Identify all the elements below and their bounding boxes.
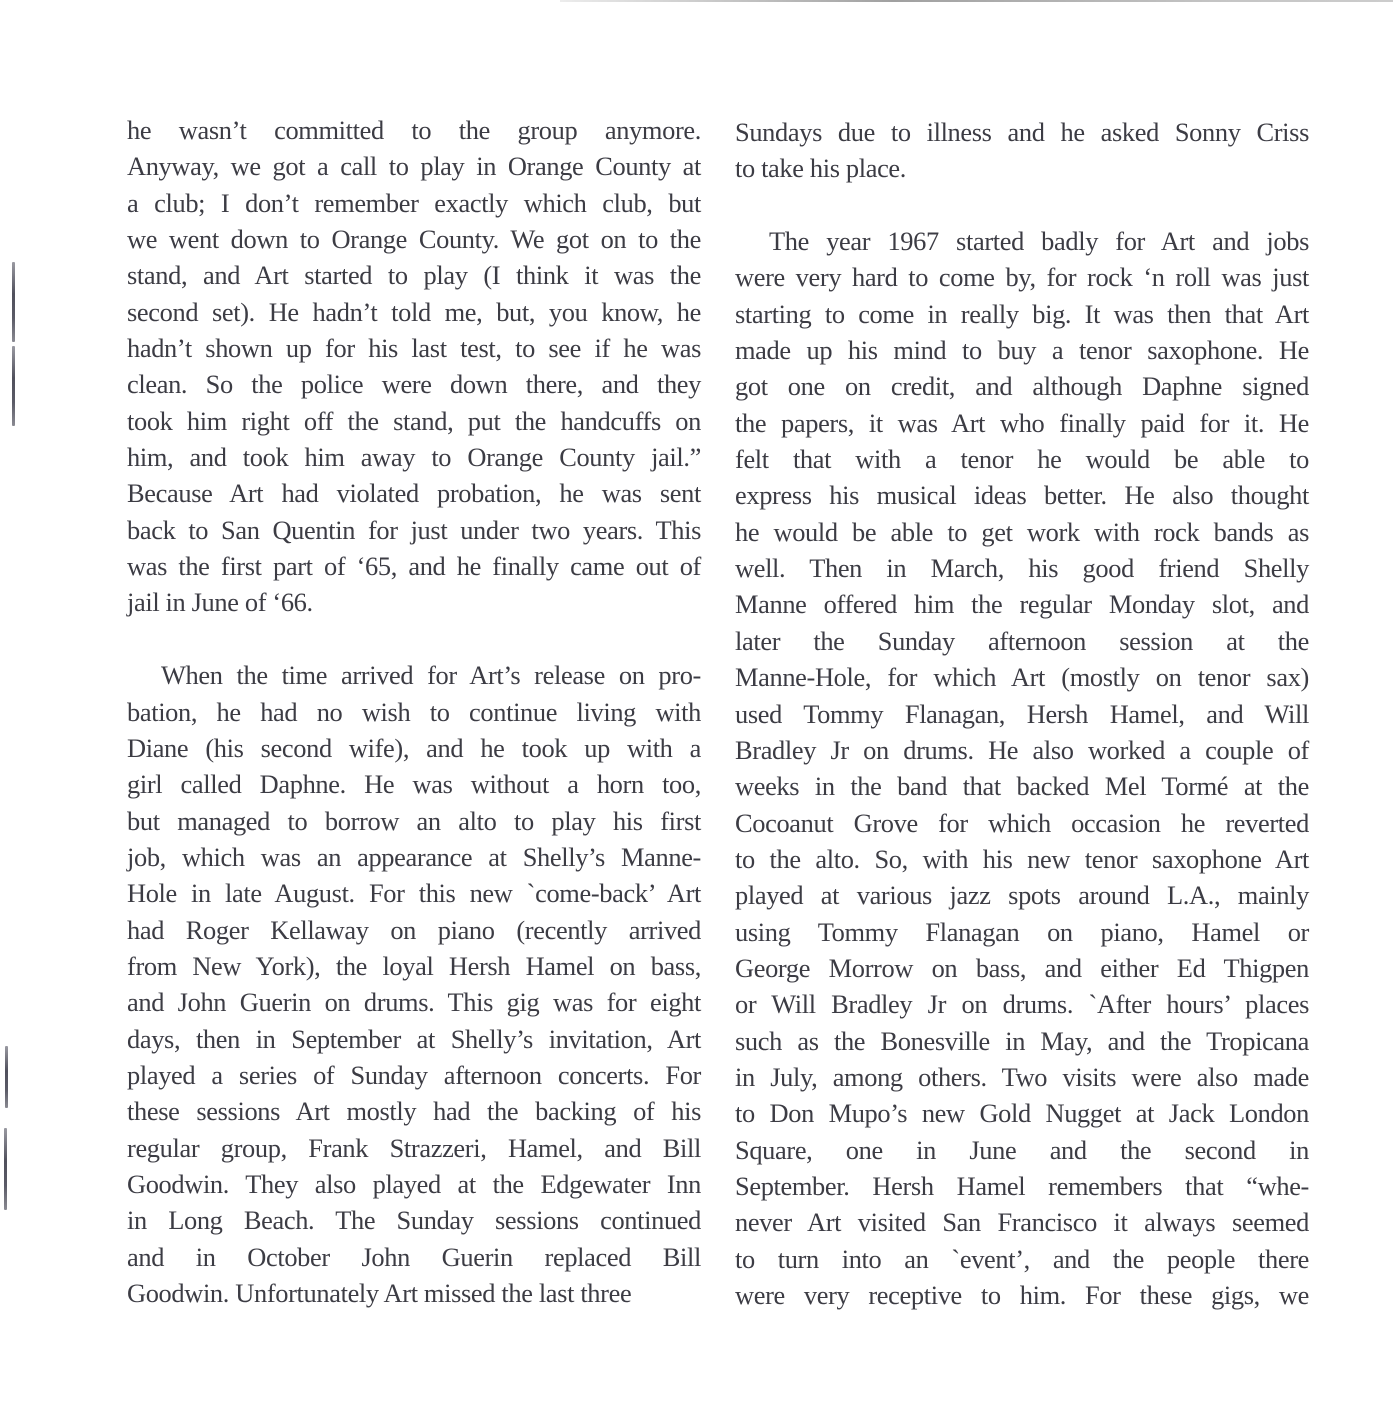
paragraph [127,112,701,621]
text-line: from New York), the loyal Hersh Hamel on bass, [127,950,701,981]
scan-top-edge [560,0,1393,2]
binding-mark-3 [5,1046,8,1108]
text-line: we went down to Orange County. We got on to the [127,224,701,255]
text-line: Manne offered him the regular Monday slot, and [735,589,1309,620]
text-line: Hole in late August. For this new `come-back’ Art [127,878,701,909]
text-line: were very receptive to him. For these gigs, we [735,1280,1309,1310]
text-line: he would be able to get work with rock bands as [735,516,1309,547]
text-line: second set). He hadn’t told me, but, you know, he [127,296,701,327]
text-line: played a series of Sunday afternoon concerts. For [127,1059,701,1090]
paragraph-gap [127,621,701,657]
text-line: regular group, Frank Strazzeri, Hamel, and Bill [127,1132,701,1163]
paragraph-gap [735,187,1309,223]
text-line: Manne-Hole, for which Art (mostly on tenor sax) [735,662,1309,693]
binding-mark-2 [12,346,15,426]
text-line: September. Hersh Hamel remembers that “whe- [735,1170,1309,1201]
text-line: these sessions Art mostly had the backing of his [127,1096,701,1127]
text-line: later the Sunday afternoon session at the [735,625,1309,656]
text-line: days, then in September at Shelly’s invitation, Art [127,1023,701,1054]
text-line: bation, he had no wish to continue living with [127,696,701,727]
text-line: to the alto. So, with his new tenor saxophone Art [735,843,1309,874]
text-line: Anyway, we got a call to play in Orange County at [127,151,701,182]
text-line: Bradley Jr on drums. He also worked a couple of [735,734,1309,765]
text-line: a club; I don’t remember exactly which club, but [127,187,701,218]
text-line: starting to come in really big. It was then that Art [735,298,1309,329]
text-line: and John Guerin on drums. This gig was for eight [127,987,701,1018]
text-line: made up his mind to buy a tenor saxophone. He [735,335,1309,366]
text-line: back to San Quentin for just under two years. This [127,514,701,545]
text-line: Because Art had violated probation, he was sent [127,478,701,509]
right-column [735,114,1309,1313]
text-line: clean. So the police were down there, and they [127,369,701,400]
text-line: used Tommy Flanagan, Hersh Hamel, and Will [735,698,1309,729]
text-line: stand, and Art started to play (I think it was the [127,260,701,291]
text-line: in Long Beach. The Sunday sessions continued [127,1205,701,1236]
text-line: the papers, it was Art who finally paid for it. He [735,407,1309,438]
text-line: When the time arrived for Art’s release on pro- [161,660,701,691]
binding-mark-4 [4,1128,7,1210]
text-line: or Will Bradley Jr on drums. `After hours’ places [735,989,1309,1020]
text-line: such as the Bonesville in May, and the Tropicana [735,1025,1309,1056]
text-line: well. Then in March, his good friend Shelly [735,553,1309,584]
text-line: Square, one in June and the second in [735,1134,1309,1165]
text-line: Diane (his second wife), and he took up with a [127,732,701,763]
text-line: felt that with a tenor he would be able to [735,444,1309,475]
text-line: had Roger Kellaway on piano (recently arrived [127,914,701,945]
text-line: played at various jazz spots around L.A., mainly [735,880,1309,911]
text-line: jail in June of ‘66. [127,587,313,618]
paragraph [127,657,701,1311]
text-line: Goodwin. Unfortunately Art missed the last three [127,1278,632,1308]
text-line: hadn’t shown up for his last test, to see if he was [127,333,701,364]
text-line: girl called Daphne. He was without a horn too, [127,769,701,800]
text-line: never Art visited San Francisco it always seemed [735,1207,1309,1238]
text-line: was the first part of ‘65, and he finally came out of [127,551,701,582]
paragraph [735,114,1309,187]
text-line: but managed to borrow an alto to play his first [127,805,701,836]
text-line: weeks in the band that backed Mel Tormé at the [735,771,1309,802]
text-line: got one on credit, and although Daphne signed [735,371,1309,402]
text-line: express his musical ideas better. He also thought [735,480,1309,511]
text-line: Cocoanut Grove for which occasion he reverted [735,807,1309,838]
text-line: in July, among others. Two visits were also made [735,1061,1309,1092]
text-line: to take his place. [735,153,907,184]
text-line: to turn into an `event’, and the people there [735,1243,1309,1274]
text-line: using Tommy Flanagan on piano, Hamel or [735,916,1309,947]
text-line: Sundays due to illness and he asked Sonny Criss [735,117,1309,147]
text-line: to Don Mupo’s new Gold Nugget at Jack London [735,1098,1309,1129]
text-line: were very hard to come by, for rock ‘n roll was just [735,262,1309,293]
text-line: he wasn’t committed to the group anymore. [127,115,701,145]
binding-mark-1 [12,262,15,342]
text-line: George Morrow on bass, and either Ed Thigpen [735,952,1309,983]
text-line: The year 1967 started badly for Art and jobs [769,226,1309,257]
text-line: and in October John Guerin replaced Bill [127,1241,701,1272]
text-line: Goodwin. They also played at the Edgewater Inn [127,1168,701,1199]
text-line: job, which was an appearance at Shelly’s Manne- [127,841,701,872]
paragraph [735,223,1309,1313]
text-line: took him right off the stand, put the handcuffs on [127,405,701,436]
left-column [127,112,701,1311]
text-line: him, and took him away to Orange County jail.” [127,442,701,473]
